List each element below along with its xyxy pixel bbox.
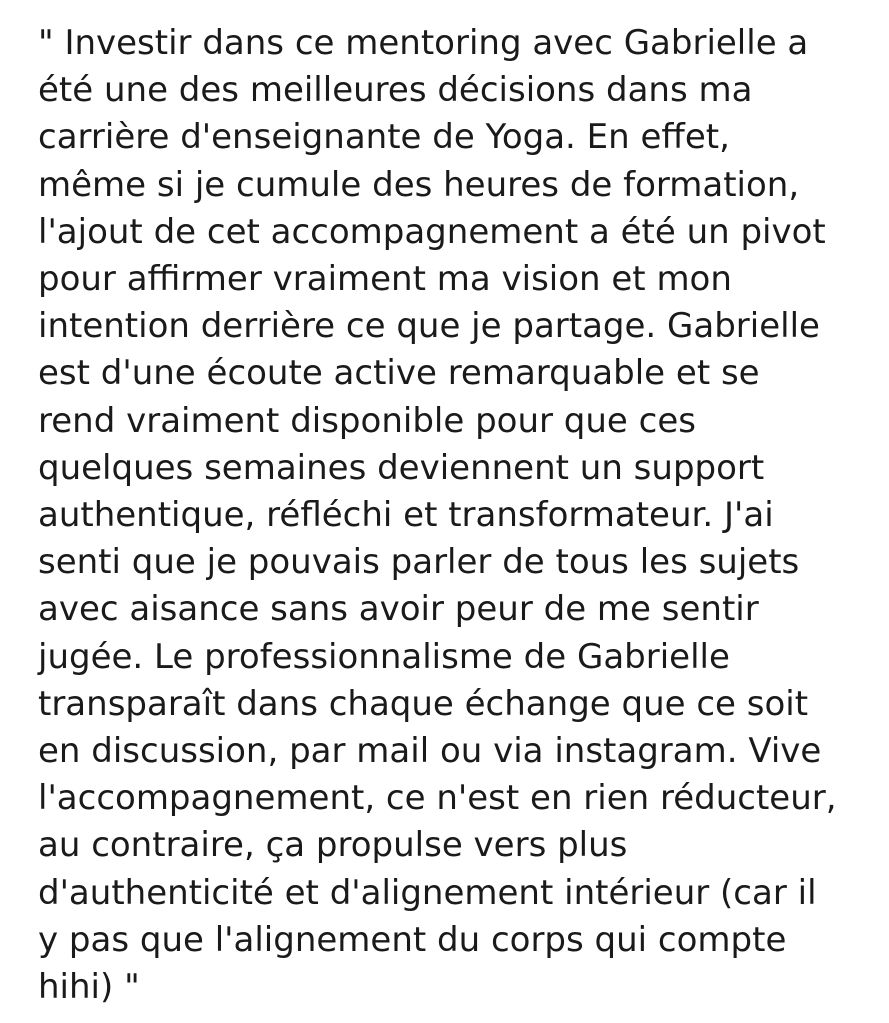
testimonial-line: authentique, réfléchi et transformateur. J'ai <box>38 495 774 536</box>
testimonial-line: senti que je pouvais parler de tous les sujets <box>38 542 800 583</box>
testimonial-text <box>38 20 868 1011</box>
testimonial-line: intention derrière ce que je partage. Gabrielle <box>38 306 820 347</box>
testimonial-line: est d'une écoute active remarquable et se <box>38 353 760 394</box>
testimonial-line: transparaît dans chaque échange que ce soit <box>38 683 809 724</box>
testimonial-line: été une des meilleures décisions dans ma <box>38 70 753 111</box>
testimonial-line: pour affirmer vraiment ma vision et mon <box>38 259 732 300</box>
testimonial-line: rend vraiment disponible pour que ces <box>38 400 696 441</box>
testimonial-line: y pas que l'alignement du corps qui compte <box>38 919 787 960</box>
testimonial-line: avec aisance sans avoir peur de me sentir <box>38 589 759 630</box>
testimonial-line: d'authenticité et d'alignement intérieur (car il <box>38 872 817 913</box>
testimonial-line: au contraire, ça propulse vers plus <box>38 825 628 866</box>
testimonial-line: " Investir dans ce mentoring avec Gabrielle a <box>38 23 809 63</box>
testimonial-line: jugée. Le professionnalisme de Gabrielle <box>38 636 730 677</box>
testimonial-line: en discussion, par mail ou via instagram. Vive <box>38 731 822 772</box>
testimonial-line: même si je cumule des heures de formation, <box>38 164 800 205</box>
testimonial-line: quelques semaines deviennent un support <box>38 447 765 488</box>
testimonial-line: l'ajout de cet accompagnement a été un pivot <box>38 211 826 252</box>
testimonial-line: carrière d'enseignante de Yoga. En effet, <box>38 117 730 158</box>
testimonial-line: l'accompagnement, ce n'est en rien réducteur, <box>38 778 837 819</box>
testimonial-line: hihi) " <box>38 967 140 1008</box>
